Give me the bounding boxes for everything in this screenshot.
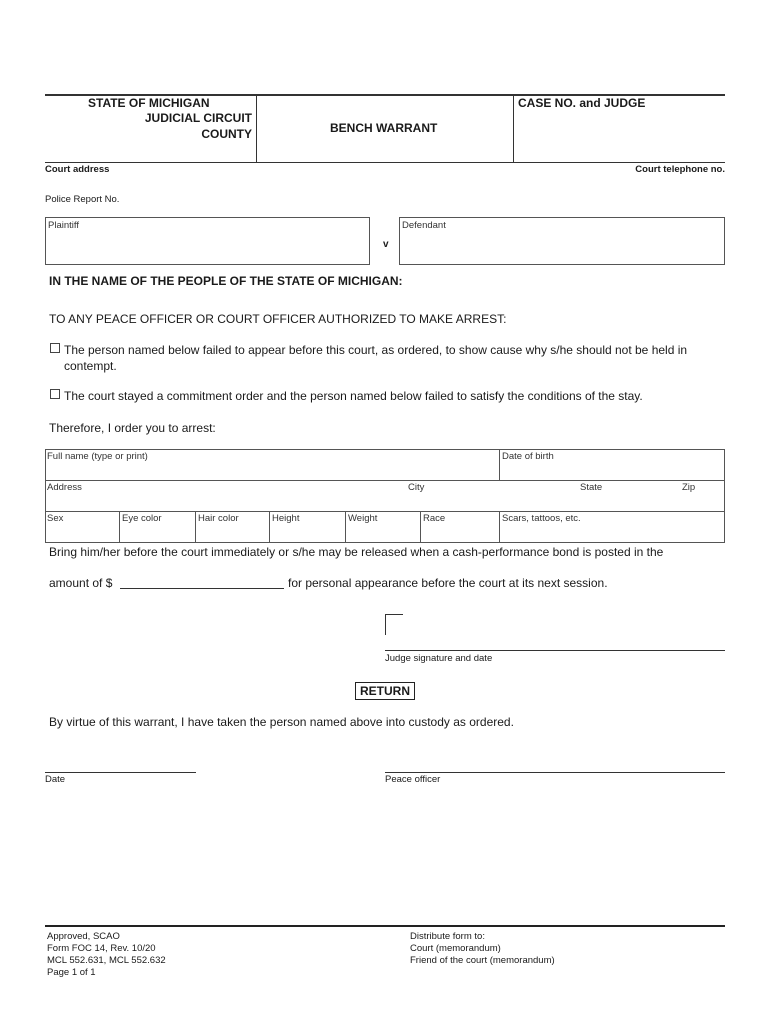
- custody-statement: By virtue of this warrant, I have taken the person named above into custody as ordered.: [49, 715, 514, 729]
- failed-to-appear-text-1: The person named below failed to appear before this court, as ordered, to show cause why s/he should not be held in: [64, 343, 688, 357]
- amount-suffix: for personal appearance before the court at its next session.: [288, 576, 608, 590]
- versus-label: v: [383, 239, 389, 250]
- county-label: COUNTY: [201, 127, 252, 141]
- court-address-label: Court address: [45, 164, 110, 175]
- plaintiff-field[interactable]: [45, 217, 370, 265]
- peace-officer-line[interactable]: [385, 772, 725, 773]
- bond-amount-line[interactable]: [120, 588, 284, 589]
- height-label: Height: [272, 513, 300, 524]
- judge-signature-label: Judge signature and date: [385, 653, 493, 664]
- stay-violation-text: The court stayed a commitment order and the person named below failed to satisfy the conditions of the stay.: [64, 389, 643, 403]
- distribute-label: Distribute form to:: [410, 931, 485, 942]
- form-number-label: Form FOC 14, Rev. 10/20: [47, 943, 156, 954]
- weight-label: Weight: [348, 513, 378, 524]
- failed-to-appear-text-2: contempt.: [64, 359, 117, 373]
- dob-label: Date of birth: [502, 451, 554, 462]
- dob-divider: [499, 449, 500, 481]
- sex-label: Sex: [47, 513, 64, 524]
- height-divider: [345, 511, 346, 543]
- signature-corner-left: [385, 614, 386, 635]
- full-name-label: Full name (type or print): [47, 451, 148, 462]
- return-date-label: Date: [45, 774, 66, 785]
- amount-prefix: amount of $: [49, 576, 113, 590]
- hair-color-label: Hair color: [198, 513, 239, 524]
- therefore-text: Therefore, I order you to arrest:: [49, 421, 216, 435]
- plaintiff-label: Plaintiff: [48, 220, 79, 231]
- failed-to-appear-checkbox[interactable]: [50, 343, 60, 353]
- race-label: Race: [423, 513, 446, 524]
- state-label: STATE OF MICHIGAN: [88, 96, 210, 110]
- to-officer-text: TO ANY PEACE OFFICER OR COURT OFFICER AUTHORIZED TO MAKE ARREST:: [49, 312, 507, 326]
- state-field-label: State: [580, 482, 603, 493]
- return-date-line[interactable]: [45, 772, 196, 773]
- hair-divider: [269, 511, 270, 543]
- return-heading: RETURN: [355, 682, 415, 700]
- stay-violation-checkbox[interactable]: [50, 389, 60, 399]
- city-label: City: [408, 482, 425, 493]
- mcl-label: MCL 552.631, MCL 552.632: [47, 955, 166, 966]
- footer-rule: [45, 925, 725, 927]
- zip-label: Zip: [682, 482, 696, 493]
- person-row-rule-1: [45, 480, 725, 481]
- police-report-label: Police Report No.: [45, 194, 120, 205]
- page-label: Page 1 of 1: [47, 967, 96, 978]
- case-no-label: CASE NO. and JUDGE: [518, 96, 646, 110]
- eye-color-label: Eye color: [122, 513, 162, 524]
- judge-signature-line[interactable]: [385, 650, 725, 651]
- form-title: BENCH WARRANT: [330, 121, 438, 135]
- court-phone-label: Court telephone no.: [635, 164, 725, 175]
- distribute-court: Court (memorandum): [410, 943, 501, 954]
- header-divider-2: [513, 94, 514, 163]
- sex-divider: [119, 511, 120, 543]
- defendant-field[interactable]: [399, 217, 725, 265]
- header-divider-1: [256, 94, 257, 163]
- weight-divider: [420, 511, 421, 543]
- circuit-label: JUDICIAL CIRCUIT: [144, 111, 252, 125]
- defendant-label: Defendant: [402, 220, 446, 231]
- bond-text: Bring him/her before the court immediately or s/he may be released when a cash-performance bond is posted in the: [49, 545, 664, 559]
- scars-label: Scars, tattoos, etc.: [502, 513, 581, 524]
- approved-label: Approved, SCAO: [47, 931, 120, 942]
- address-label: Address: [47, 482, 82, 493]
- race-divider: [499, 511, 500, 543]
- header-bottom-rule: [45, 162, 725, 163]
- eye-divider: [195, 511, 196, 543]
- peace-officer-label: Peace officer: [385, 774, 441, 785]
- distribute-foc: Friend of the court (memorandum): [410, 955, 555, 966]
- people-heading: IN THE NAME OF THE PEOPLE OF THE STATE OF MICHIGAN:: [49, 274, 403, 288]
- signature-corner-top: [385, 614, 403, 615]
- person-row-rule-2: [45, 511, 725, 512]
- person-table: [45, 449, 725, 543]
